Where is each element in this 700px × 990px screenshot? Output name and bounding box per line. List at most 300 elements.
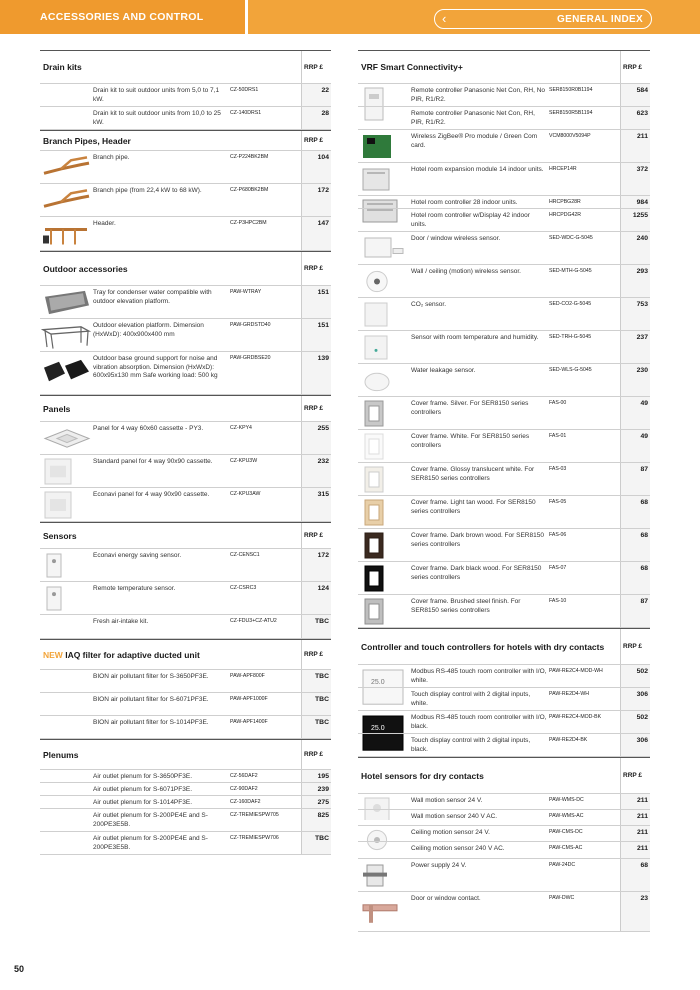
- table-row: [40, 808, 331, 831]
- product-description: Branch pipe.: [93, 154, 130, 161]
- panel-image: [41, 457, 91, 486]
- table-row: [40, 614, 331, 638]
- product-description: Touch display control with 2 digital inputs, black.: [411, 737, 531, 753]
- product-code: HRCPBG28R: [549, 199, 581, 205]
- table-row: [358, 858, 650, 891]
- product-price: 239: [301, 783, 331, 795]
- product-price: 23: [620, 892, 650, 931]
- section-header: [40, 395, 331, 421]
- new-badge: NEW: [43, 649, 66, 660]
- door-sensor-image: [359, 234, 409, 263]
- rrp-header: RRP £: [301, 396, 331, 421]
- section-header: [358, 757, 650, 793]
- table-row: [40, 831, 331, 854]
- section-title-text: Outdoor accessories: [43, 263, 128, 274]
- product-description: Air outlet plenum for S-200PE4E and S-200PE3E5B.: [93, 812, 208, 828]
- table-row: [40, 581, 331, 614]
- product-image: [40, 217, 92, 250]
- product-description: Touch display control with 2 digital inputs, white.: [411, 691, 531, 707]
- rrp-header: RRP £: [620, 758, 650, 793]
- table-row: [358, 841, 650, 858]
- table-row: [358, 162, 650, 195]
- table-row: [40, 487, 331, 521]
- co2-sensor-image: [359, 300, 409, 329]
- product-code: CZ-TREMIESPW706: [230, 835, 279, 841]
- product-code: FAS-05: [549, 499, 567, 505]
- platform-image: [41, 321, 91, 350]
- section-header: [40, 522, 331, 548]
- section: [40, 739, 331, 855]
- product-price: 211: [620, 130, 650, 162]
- product-image: [358, 595, 410, 627]
- product-description: Modbus RS-485 touch room controller with I/O, white.: [411, 668, 547, 684]
- table-row: [358, 462, 650, 495]
- product-image: [40, 770, 92, 782]
- product-code: SER8150R0B1194: [549, 87, 593, 93]
- table-row: [358, 495, 650, 528]
- product-image: [40, 716, 92, 738]
- rrp-header: RRP £: [301, 523, 331, 548]
- left-column: [40, 50, 331, 855]
- product-description: Ceiling motion sensor 24 V.: [411, 829, 490, 836]
- table-row: [358, 664, 650, 687]
- product-code: PAW-APF1400F: [230, 719, 268, 725]
- product-description: Hotel room controller w/Display 42 indoor units.: [411, 212, 530, 228]
- product-code: PAW-DWC: [549, 895, 575, 901]
- product-price: 502: [620, 665, 650, 687]
- table-row: [40, 106, 331, 129]
- product-description: Tray for condenser water compatible with outdoor elevation platform.: [93, 289, 212, 305]
- product-image: [40, 286, 92, 318]
- product-price: 502: [620, 711, 650, 733]
- product-code: PAW-CMS-AC: [549, 845, 583, 851]
- product-code: PAW-RE2C4-MOD-WH: [549, 668, 603, 674]
- product-image: [358, 794, 410, 809]
- product-description: Remote controller Panasonic Net Con, RH, No PIR, R1/R2.: [411, 87, 546, 103]
- product-image: [358, 265, 410, 297]
- chevron-left-icon: ‹: [442, 11, 447, 26]
- product-description: Wall motion sensor 24 V.: [411, 797, 483, 804]
- table-row: [358, 561, 650, 594]
- product-description: Air outlet plenum for S-200PE4E and S-200PE3E5B.: [93, 835, 208, 851]
- section-header: [358, 50, 650, 83]
- section-title: [40, 62, 82, 72]
- branch-pipe-image: [41, 186, 91, 215]
- product-image: [40, 549, 92, 581]
- product-image: [358, 688, 410, 710]
- product-price: 255: [301, 422, 331, 454]
- product-image: [358, 232, 410, 264]
- table-row: [358, 809, 650, 825]
- table-row: [358, 297, 650, 330]
- general-index-button[interactable]: [434, 9, 652, 29]
- product-code: FAS-03: [549, 466, 567, 472]
- product-description: Standard panel for 4 way 90x90 cassette.: [93, 458, 213, 465]
- product-code: PAW-CMS-DC: [549, 829, 583, 835]
- expansion-module-image: [359, 165, 409, 194]
- table-row: [358, 231, 650, 264]
- product-image: [358, 298, 410, 330]
- product-code: CZ-90DAF2: [230, 786, 258, 792]
- product-code: SED-TRH-G-5045: [549, 334, 592, 340]
- product-image: [358, 892, 410, 931]
- table-row: [358, 208, 650, 231]
- product-price: TBC: [301, 693, 331, 715]
- product-price: TBC: [301, 615, 331, 638]
- product-code: CZ-TREMIESPW705: [230, 812, 279, 818]
- sensor-image: [41, 551, 91, 580]
- table-row: [358, 264, 650, 297]
- product-image: [40, 809, 92, 831]
- table-row: [40, 454, 331, 487]
- section: [40, 50, 331, 130]
- power-supply-image: [359, 861, 409, 890]
- product-description: Outdoor elevation platform. Dimension (HxWxD): 400x900x400 mm: [93, 322, 204, 338]
- product-image: [358, 463, 410, 495]
- product-code: PAW-24DC: [549, 862, 576, 868]
- product-image: [40, 582, 92, 614]
- product-price: 372: [620, 163, 650, 195]
- product-description: Modbus RS-485 touch room controller with I/O, black.: [411, 714, 547, 730]
- section-header: [40, 50, 331, 83]
- product-price: 306: [620, 688, 650, 710]
- product-code: SER8150R5B1194: [549, 110, 593, 116]
- section-title-text: Plenums: [43, 749, 79, 760]
- product-description: Cover frame. White. For SER8150 series controllers: [411, 433, 530, 449]
- product-description: Hotel room expansion module 14 indoor units.: [411, 166, 544, 173]
- product-price: 237: [620, 331, 650, 363]
- page-number: 50: [14, 964, 25, 974]
- product-code: PAW-WMS-AC: [549, 813, 584, 819]
- product-code: CZ-50DRS1: [230, 87, 259, 93]
- product-image: [358, 430, 410, 462]
- product-image: [358, 810, 410, 825]
- section: [40, 639, 331, 739]
- product-description: Air outlet plenum for S-1014PF3E.: [93, 799, 192, 806]
- product-price: 240: [620, 232, 650, 264]
- section-title-text: VRF Smart Connectivity+: [361, 62, 463, 72]
- section-title-text: Sensors: [43, 530, 77, 541]
- product-code: PAW-WTRAY: [230, 289, 262, 295]
- product-description: BION air pollutant filter for S-1014PF3E.: [93, 719, 209, 726]
- table-row: [40, 216, 331, 250]
- product-image: [358, 84, 410, 106]
- product-image: [358, 826, 410, 841]
- product-image: [40, 319, 92, 351]
- table-row: [40, 715, 331, 738]
- product-price: 584: [620, 84, 650, 106]
- product-description: Hotel room controller 28 indoor units.: [411, 199, 518, 206]
- product-code: CZ-CENSC1: [230, 552, 260, 558]
- product-description: Panel for 4 way 60x60 cassette - PY3.: [93, 425, 204, 432]
- product-price: 49: [620, 430, 650, 462]
- table-row: [358, 710, 650, 733]
- section-title: [358, 771, 484, 781]
- product-image: [40, 151, 92, 183]
- section-title-text: IAQ filter for adaptive ducted unit: [65, 649, 200, 660]
- section: [40, 251, 331, 395]
- product-image: [358, 562, 410, 594]
- product-image: [358, 842, 410, 858]
- product-description: Air outlet plenum for S-6071PF3E.: [93, 786, 192, 793]
- product-description: Branch pipe (from 22,4 kW to 68 kW).: [93, 187, 202, 194]
- product-image: [40, 107, 92, 129]
- product-description: Wall / ceiling (motion) wireless sensor.: [411, 268, 521, 275]
- rrp-header: RRP £: [301, 51, 331, 83]
- section-title-text: Branch Pipes, Header: [43, 135, 131, 146]
- section-header: [358, 628, 650, 664]
- table-row: [358, 687, 650, 710]
- product-description: Wall motion sensor 240 V AC.: [411, 813, 498, 820]
- product-description: BION air pollutant filter for S-3650PF3E.: [93, 673, 209, 680]
- table-row: [358, 129, 650, 162]
- section-title-text: Hotel sensors for dry contacts: [361, 770, 484, 781]
- product-price: TBC: [301, 716, 331, 738]
- product-description: Remote controller Panasonic Net Con, RH, PIR, R1/R2.: [411, 110, 535, 126]
- product-price: 68: [620, 496, 650, 528]
- svg-text:25.0: 25.0: [371, 725, 385, 733]
- product-price: 68: [620, 859, 650, 891]
- product-code: SED-WDC-G-5045: [549, 235, 593, 241]
- product-price: 87: [620, 463, 650, 495]
- product-price: 68: [620, 529, 650, 561]
- product-description: Cover frame. Brushed steel finish. For SER8150 series controllers: [411, 598, 521, 614]
- product-price: 275: [301, 796, 331, 808]
- product-description: Cover frame. Glossy translucent white. For SER8150 series controllers: [411, 466, 535, 482]
- rrp-header: RRP £: [620, 51, 650, 83]
- product-description: Sensor with room temperature and humidity.: [411, 334, 539, 341]
- product-image: [358, 529, 410, 561]
- section-end-rule: [40, 854, 331, 855]
- cassette-panel-image: [41, 424, 91, 453]
- product-image: [358, 665, 410, 687]
- product-description: Door / window wireless sensor.: [411, 235, 501, 242]
- right-column: [358, 50, 650, 932]
- product-price: 211: [620, 826, 650, 841]
- section: [40, 395, 331, 522]
- product-price: 147: [301, 217, 331, 250]
- product-price: 211: [620, 810, 650, 825]
- product-code: CZ-KPU3W: [230, 458, 258, 464]
- product-image: [358, 130, 410, 162]
- table-row: [40, 285, 331, 318]
- product-price: 195: [301, 770, 331, 782]
- product-description: CO₂ sensor.: [411, 301, 447, 308]
- section-title: [358, 62, 463, 72]
- table-row: [358, 528, 650, 561]
- section-title: [40, 531, 77, 541]
- product-price: 28: [301, 107, 331, 129]
- product-description: Remote temperature sensor.: [93, 585, 176, 592]
- table-row: [40, 692, 331, 715]
- product-description: Water leakage sensor.: [411, 367, 476, 374]
- product-price: 49: [620, 397, 650, 429]
- table-row: [358, 891, 650, 931]
- product-description: Air outlet plenum for S-3650PF3E.: [93, 773, 192, 780]
- product-code: CZ-P680BK2BM: [230, 187, 269, 193]
- product-code: CZ-P224BK2BM: [230, 154, 269, 160]
- table-row: [358, 195, 650, 208]
- product-description: Header.: [93, 220, 116, 227]
- product-code: FAS-00: [549, 400, 567, 406]
- product-description: Ceiling motion sensor 240 V AC.: [411, 845, 505, 852]
- product-description: Econavi energy saving sensor.: [93, 552, 182, 559]
- rrp-header: RRP £: [301, 640, 331, 669]
- table-row: [358, 733, 650, 756]
- product-price: 68: [620, 562, 650, 594]
- product-price: 315: [301, 488, 331, 521]
- rrp-header: RRP £: [301, 252, 331, 285]
- rrp-header: RRP £: [620, 629, 650, 664]
- section-header: [40, 130, 331, 150]
- svg-text:25.0: 25.0: [371, 679, 385, 687]
- product-image: [40, 796, 92, 808]
- product-price: 151: [301, 286, 331, 318]
- table-row: [40, 548, 331, 581]
- table-row: [40, 150, 331, 183]
- cover-frame-image: [359, 399, 409, 428]
- product-code: FAS-07: [549, 565, 567, 571]
- branch-pipe-image: [41, 153, 91, 182]
- cover-frame-image: [359, 432, 409, 461]
- table-row: [40, 351, 331, 394]
- product-description: Cover frame. Dark brown wood. For SER8150 series controllers: [411, 532, 544, 548]
- product-image: [40, 783, 92, 795]
- product-image: [40, 84, 92, 106]
- product-description: Cover frame. Dark black wood. For SER8150 series controllers: [411, 565, 542, 581]
- product-price: 306: [620, 734, 650, 756]
- table-row: [358, 106, 650, 129]
- product-description: Cover frame. Silver. For SER8150 series controllers: [411, 400, 529, 416]
- product-code: PAW-RE2D4-BK: [549, 737, 588, 743]
- product-description: Power supply 24 V.: [411, 862, 467, 869]
- section: [358, 628, 650, 757]
- product-price: 753: [620, 298, 650, 330]
- product-code: CZ-KPU3AW: [230, 491, 261, 497]
- table-row: [40, 183, 331, 216]
- product-image: [40, 455, 92, 487]
- product-image: [40, 670, 92, 692]
- product-image: [358, 496, 410, 528]
- product-code: PAW-GRDSTD40: [230, 322, 271, 328]
- table-row: [40, 421, 331, 454]
- product-code: SED-WLS-G-5045: [549, 367, 592, 373]
- table-row: [40, 782, 331, 795]
- product-description: BION air pollutant filter for S-6071PF3E.: [93, 696, 209, 703]
- product-code: VCM8000V5094P: [549, 133, 591, 139]
- section-title-text: Controller and touch controllers for hotels with dry contacts: [361, 641, 605, 652]
- product-code: PAW-APF1000F: [230, 696, 268, 702]
- product-image: [40, 422, 92, 454]
- product-price: 22: [301, 84, 331, 106]
- product-price: 172: [301, 184, 331, 216]
- section-title: [40, 136, 131, 146]
- product-image: [40, 693, 92, 715]
- product-code: PAW-RE2D4-WH: [549, 691, 589, 697]
- product-description: Fresh air-intake kit.: [93, 618, 149, 625]
- door-contact-image: [359, 894, 409, 930]
- table-row: [358, 594, 650, 627]
- product-code: PAW-GRDBSE20: [230, 355, 271, 361]
- water-leak-sensor-image: [359, 366, 409, 395]
- product-price: 984: [620, 196, 650, 208]
- cover-frame-image: [359, 465, 409, 494]
- section-header: [40, 639, 331, 669]
- table-row: [358, 825, 650, 841]
- product-image: [358, 107, 410, 129]
- product-price: 1255: [620, 209, 650, 231]
- product-price: 124: [301, 582, 331, 614]
- product-price: TBC: [301, 832, 331, 854]
- product-image: [40, 832, 92, 854]
- product-price: 230: [620, 364, 650, 396]
- table-row: [40, 669, 331, 692]
- section-title-text: Drain kits: [43, 62, 82, 72]
- table-row: [40, 83, 331, 106]
- product-code: HRCEP14R: [549, 166, 577, 172]
- product-code: HRCPDG42R: [549, 212, 581, 218]
- product-code: CZ-CSRC3: [230, 585, 257, 591]
- product-description: Wireless ZigBee® Pro module / Green Com card.: [411, 133, 538, 149]
- sensor-image: [41, 584, 91, 613]
- table-row: [40, 795, 331, 808]
- section: [40, 522, 331, 639]
- section: [358, 757, 650, 932]
- table-row: [40, 769, 331, 782]
- section-title-text: Panels: [43, 403, 71, 414]
- product-image: [358, 711, 410, 733]
- product-image: [358, 364, 410, 396]
- product-price: 104: [301, 151, 331, 183]
- table-row: [358, 793, 650, 809]
- product-description: Drain kit to suit outdoor units from 5,0 to 7,1 kW.: [93, 87, 220, 103]
- tray-image: [41, 288, 91, 317]
- product-description: Outdoor base ground support for noise and vibration absorption. Dimension (HxWxD): 600x95x130 mm Safe working load: 500 kg: [93, 355, 218, 379]
- product-code: CZ-FDU3+CZ-ATU2: [230, 618, 277, 624]
- product-code: CZ-KPY4: [230, 425, 252, 431]
- section-title: [40, 264, 128, 274]
- product-description: Drain kit to suit outdoor units from 10,0 to 25 kW.: [93, 110, 221, 126]
- section: [358, 50, 650, 628]
- product-code: FAS-01: [549, 433, 567, 439]
- product-image: [358, 397, 410, 429]
- product-code: CZ-140DRS1: [230, 110, 262, 116]
- product-code: PAW-WMS-DC: [549, 797, 584, 803]
- product-price: 232: [301, 455, 331, 487]
- product-image: [358, 331, 410, 363]
- product-image: [40, 184, 92, 216]
- product-price: 172: [301, 549, 331, 581]
- product-price: 211: [620, 842, 650, 858]
- cover-frame-image: [359, 597, 409, 626]
- humidity-sensor-image: [359, 333, 409, 362]
- product-image: [358, 734, 410, 756]
- product-code: PAW-RE2C4-MOD-BK: [549, 714, 602, 720]
- product-code: FAS-10: [549, 598, 567, 604]
- product-code: CZ-160DAF2: [230, 799, 261, 805]
- product-code: CZ-56DAF2: [230, 773, 258, 779]
- cover-frame-image: [359, 498, 409, 527]
- product-image: [40, 488, 92, 521]
- product-code: FAS-06: [549, 532, 567, 538]
- section-title: [40, 404, 70, 414]
- rrp-header: RRP £: [301, 131, 331, 150]
- product-image: [40, 352, 92, 394]
- section-title: [358, 642, 604, 652]
- motion-sensor-image: [359, 267, 409, 296]
- section-title: [40, 650, 200, 660]
- product-price: 211: [620, 794, 650, 809]
